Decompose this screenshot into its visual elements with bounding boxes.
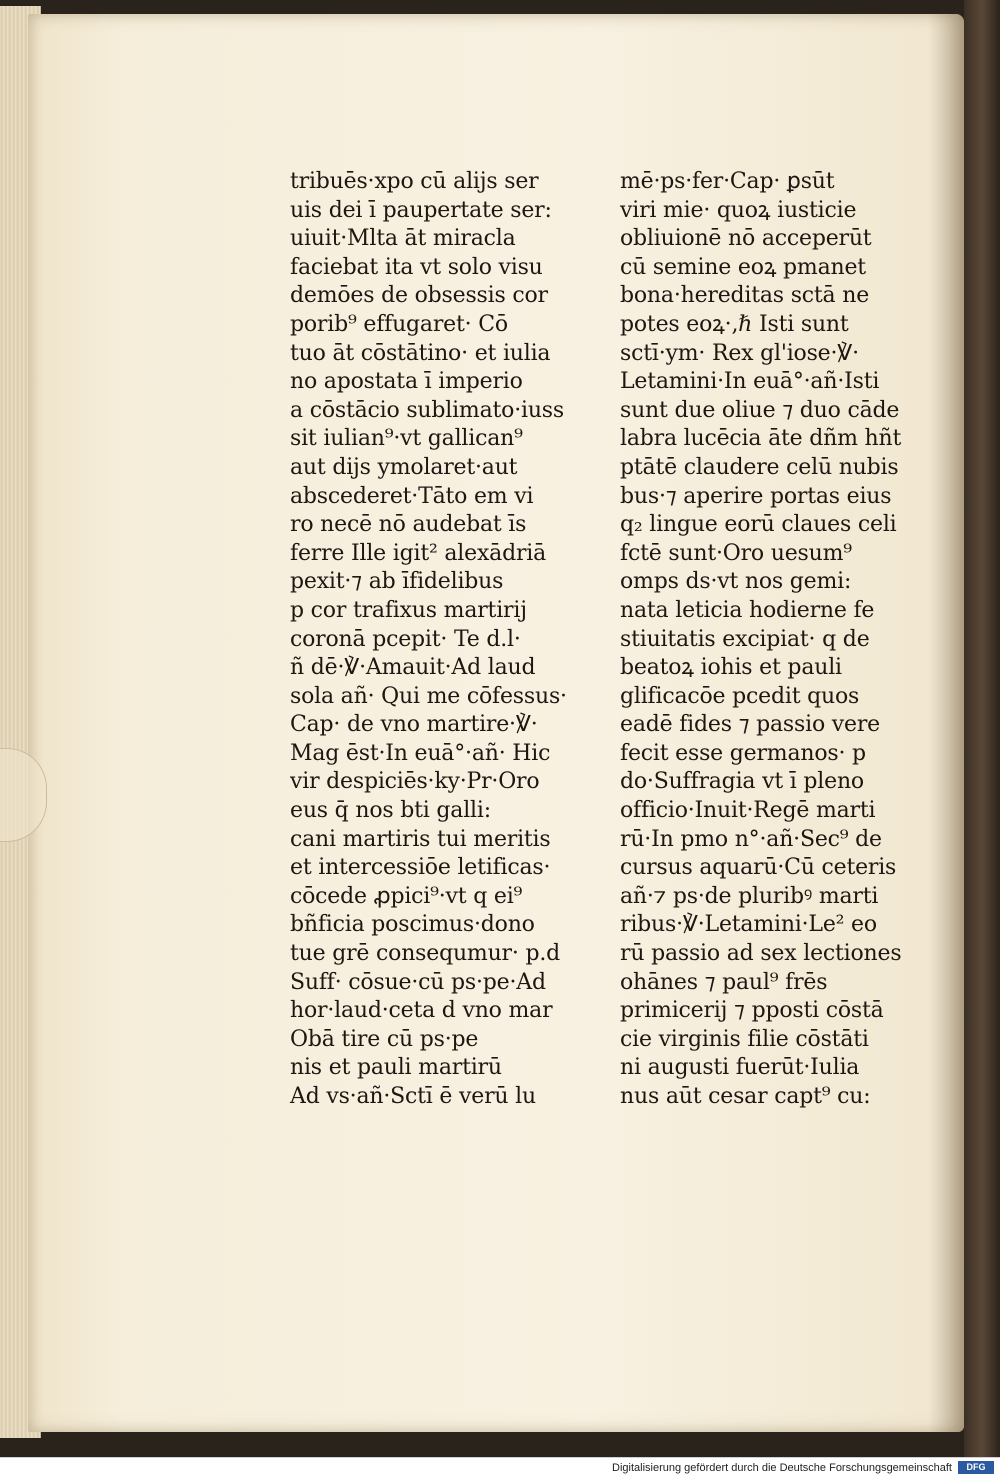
text-line: cie virginis filie cōstāti [620, 1026, 869, 1052]
text-line: ribus·℣·Letamini·Le² eo [620, 912, 877, 938]
text-line: do·Suffragia vt ī pleno [620, 769, 864, 795]
text-line: stiuitatis excipiat· q de [620, 626, 870, 652]
text-line: tue grē consequmur· p.d [290, 941, 561, 967]
text-line: sola añ· Qui me cōfessus· [290, 683, 567, 709]
left-text-column [290, 168, 600, 1112]
text-line: nus aūt cesar capt⁹ cu: [620, 1084, 871, 1109]
text-line: a cōstācio sublimato·iuss [290, 397, 564, 423]
text-line: no apostata ī imperio [290, 369, 523, 395]
text-line: bus·⁊ aperire portas eius [620, 483, 892, 509]
text-line: bñficia poscimus·dono [290, 912, 535, 938]
dfg-logo: DFG [958, 1461, 994, 1474]
text-line: coronā pcepit· Te d.l· [290, 626, 521, 652]
text-line: ferre Ille igit² alexādriā [290, 540, 547, 566]
text-line: ni augusti fuerūt·Iulia [620, 1055, 860, 1081]
text-line: uis dei ī paupertate ser: [290, 197, 552, 223]
text-line: vir despiciēs·ky·Pr·Oro [290, 769, 540, 795]
right-text-column [620, 168, 930, 1112]
text-line: nata leticia hodierne fe [620, 597, 875, 623]
text-line: Obā tire cū ps·pe [290, 1026, 479, 1052]
text-line: Letamini·In euā°·añ·Isti [620, 369, 880, 395]
text-line: ro necē nō audebat īs [290, 512, 527, 538]
text-line: q₂ lingue eorū claues celi [620, 512, 897, 538]
binding-edge [964, 0, 1000, 1458]
text-line: rū·In pmo n°·añ·Sec⁹ de [620, 826, 882, 852]
text-line: Mag ēst·In euā°·añ· Hic [290, 740, 551, 766]
text-line: abscederet·Tāto em vi [290, 483, 534, 509]
text-line: mē·ps·fer·Cap· ꝑsūt [620, 169, 835, 194]
text-line: tuo āt cōstātino· et iulia [290, 340, 551, 366]
text-line: Ad vs·añ·Sctī ē verū lu [290, 1084, 536, 1109]
text-line: beatoꝝ iohis et pauli [620, 655, 842, 681]
text-line: et intercessiōe letificas· [290, 855, 551, 881]
text-line: fctē sunt·Oro uesum⁹ [620, 540, 852, 566]
text-line: porib⁹ effugaret· Cō [290, 311, 508, 337]
text-line: potes eoꝝ·,ℏ Isti sunt [620, 311, 849, 337]
text-line: ptātē claudere celū nubis [620, 454, 899, 480]
text-line: hor·laud·ceta d vno mar [290, 998, 553, 1024]
text-line: sunt due oliue ⁊ duo cāde [620, 397, 900, 423]
text-line: pexit·⁊ ab īfidelibus [290, 569, 504, 595]
text-line: cū semine eoꝝ pmanet [620, 254, 866, 280]
text-line: p cor trafixus martirij [290, 597, 527, 623]
text-line: viri mie· quoꝝ iusticie [620, 197, 857, 223]
text-line: uiuit·Mlta āt miracla [290, 226, 516, 252]
text-line: omps ds·vt nos gemi: [620, 569, 852, 595]
footer-bar [0, 1457, 1000, 1478]
text-line: ohānes ⁊ paul⁹ frēs [620, 969, 828, 995]
text-line: demōes de obsessis cor [290, 283, 548, 309]
text-line: aut dijs ymolaret·aut [290, 454, 518, 480]
text-line: eadē fides ⁊ passio vere [620, 712, 880, 738]
text-line: rū passio ad sex lectiones [620, 941, 902, 967]
text-line: primicerij ⁊ pposti cōstā [620, 998, 884, 1024]
text-line: fecit esse germanos· p [620, 740, 866, 766]
text-line: eus q̄ nos bti galli: [290, 798, 491, 824]
text-line: bona·hereditas sctā ne [620, 283, 870, 309]
page-gutter-shadow [928, 14, 964, 1432]
text-line: tribuēs·xpo cū alijs ser [290, 169, 539, 194]
footer-credit: Digitalisierung gefördert durch die Deutsche Forschungsgemeinschaft [612, 1462, 952, 1474]
text-line: cōcede ꝓpici⁹·vt q ei⁹ [290, 883, 523, 909]
text-line: añ·⁊ ps·de pluribꝰ marti [620, 883, 879, 909]
text-line: glificacōe pcedit quos [620, 683, 860, 709]
text-line: labra lucēcia āte dñm hñt [620, 426, 902, 452]
text-line: faciebat ita vt solo visu [290, 254, 543, 280]
text-line: sctī·ym· Rex gl'iose·℣· [620, 340, 859, 366]
text-line: ñ dē·℣·Amauit·Ad laud [290, 655, 536, 681]
text-line: cani martiris tui meritis [290, 826, 551, 852]
text-line: obliuionē nō acceperūt [620, 226, 872, 252]
text-line: cursus aquarū·Cū ceteris [620, 855, 897, 881]
text-line: Suff· cōsue·cū ps·pe·Ad [290, 969, 546, 995]
text-line: sit iulian⁹·vt gallican⁹ [290, 426, 523, 452]
text-line: Cap· de vno martire·℣· [290, 712, 538, 738]
text-line: officio·Inuit·Regē marti [620, 798, 876, 824]
text-line: nis et pauli martirū [290, 1055, 502, 1081]
